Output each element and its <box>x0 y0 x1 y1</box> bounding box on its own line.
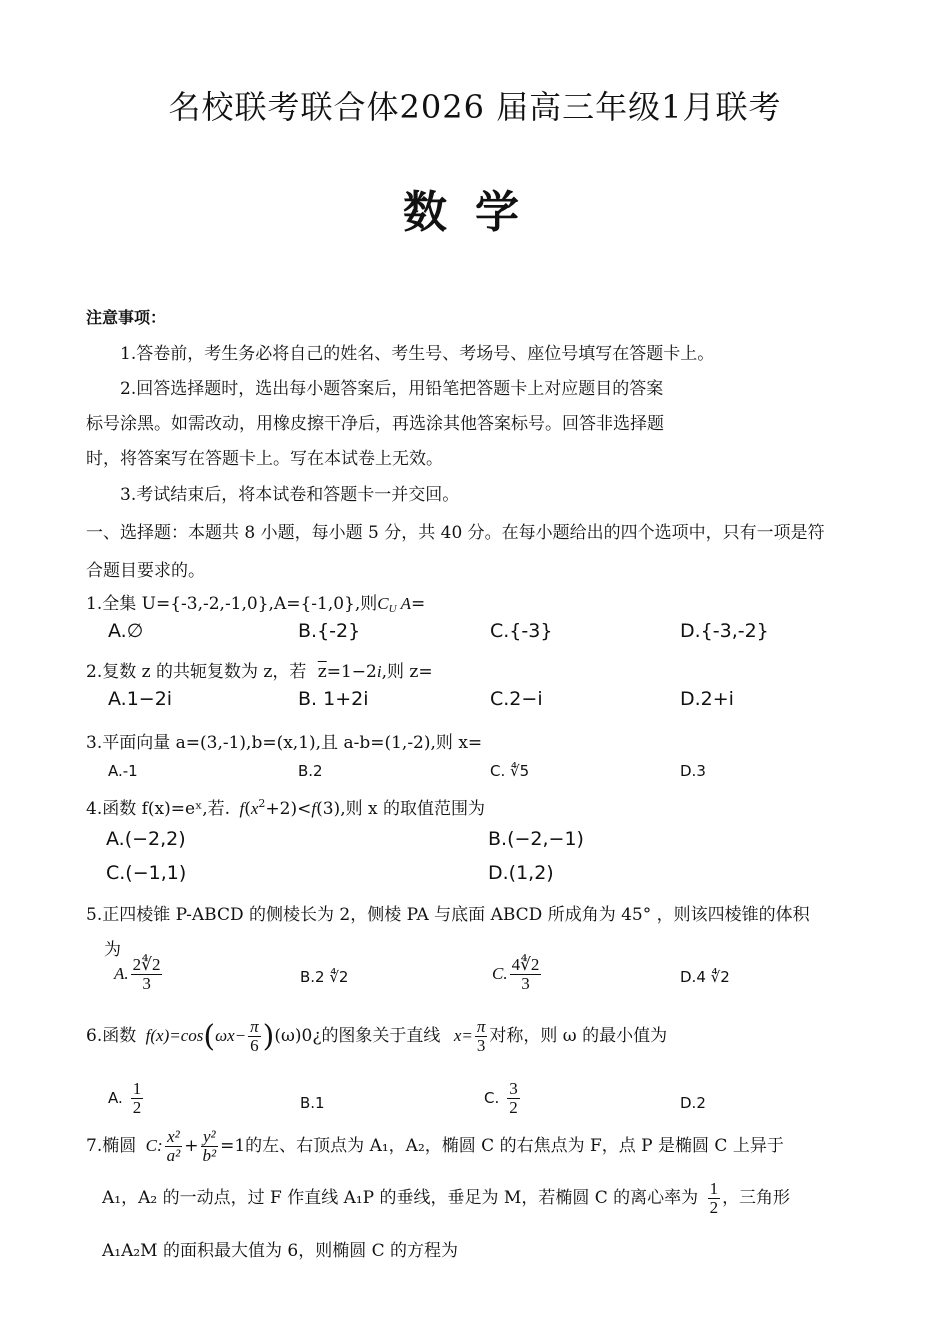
q6-stem <box>86 1018 667 1055</box>
q7-c-label: C: <box>145 1135 163 1155</box>
exam-title: 名校联考联合体2026 届高三年级1月联考 <box>168 88 782 126</box>
q5-option-a-numerator: 2∜2 <box>132 955 161 974</box>
q6-big-paren-close: ) <box>262 1018 275 1054</box>
q5-option-a-denominator: 3 <box>142 973 151 993</box>
q6-option-a <box>108 1080 145 1117</box>
q5-option-c-label: C. <box>492 963 508 983</box>
q6-pi6-numerator: π <box>250 1017 259 1036</box>
q6-option-c <box>484 1080 522 1117</box>
q7-b2-denominator: b² <box>202 1145 217 1165</box>
notes-item-2-line-1: 2.回答选择题时，选出每小题答案后，用铅笔把答题卡上对应题目的答案 <box>120 379 664 399</box>
q6-pi-3-fraction <box>475 1018 488 1055</box>
q2-zbar: $\overline{z}$ <box>317 662 327 682</box>
q4-f1: f <box>239 799 245 818</box>
q5-option-a-fraction <box>131 956 163 993</box>
q7-line-2-text: A₁，A₂ 的一动点，过 F 作直线 A₁P 的垂线，垂足为 M，若椭圆 C 的离心率为 <box>102 1187 699 1208</box>
q2-option-a: A.1−2i <box>108 688 173 710</box>
q6-xeq: x= <box>453 1025 473 1045</box>
q7-y2-b2-fraction <box>201 1128 219 1165</box>
q2-expr: =1−2 <box>326 662 377 682</box>
q6-option-a-fraction <box>131 1080 144 1117</box>
q3-option-a: A.-1 <box>108 762 138 780</box>
q6-option-d: D.2 <box>680 1094 706 1112</box>
q1-stem-text: 1.全集 U={-3,-2,-1,0},A={-1,0},则 <box>86 594 378 614</box>
q2-stem-text-a: 2.复数 z 的共轭复数为 z，若 <box>86 662 307 682</box>
q6-big-paren-open: ( <box>203 1018 216 1054</box>
q7-a2-denominator: a² <box>166 1145 181 1165</box>
q5-stem-line-2: 为 <box>104 940 121 960</box>
section-1-line-1: 一、选择题：本题共 8 小题，每小题 5 分，共 40 分。在每小题给出的四个选项中，只有一项是符 <box>86 523 825 543</box>
notes-item-3: 3.考试结束后，将本试卷和答题卡一并交回。 <box>120 485 460 505</box>
q4-stem-text-b: ,则 x 的取值范围为 <box>340 799 486 819</box>
q1-stem <box>86 589 425 615</box>
q5-option-d: D.4 ∜2 <box>680 968 730 986</box>
q4-option-b: B.(−2,−1) <box>488 828 584 850</box>
q6-option-c-denominator: 2 <box>509 1097 518 1117</box>
q6-pi-6-fraction <box>248 1018 261 1055</box>
q2-stem <box>86 657 433 682</box>
q1-option-a: A.∅ <box>108 620 144 642</box>
q1-eq: = <box>410 594 426 614</box>
q4-option-d: D.(1,2) <box>488 862 554 884</box>
q4-plus2: +2 <box>265 799 291 819</box>
q6-option-a-denominator: 2 <box>132 1097 142 1117</box>
q1-option-c: C.{-3} <box>490 620 553 642</box>
q6-option-c-numerator: 3 <box>509 1079 518 1098</box>
q7-x2-a2-fraction <box>165 1128 183 1165</box>
q2-i: i <box>376 662 382 681</box>
q1-math-sub: U <box>388 603 397 615</box>
notes-item-2-line-3: 时，将答案写在答题卡上。写在本试卷上无效。 <box>86 449 443 469</box>
q4-stem-text-a: 4.函数 f(x)=eˣ,若. <box>86 799 231 819</box>
q6-option-c-label: C. <box>484 1088 500 1107</box>
notes-heading: 注意事项： <box>86 308 167 327</box>
section-1-line-2: 合题目要求的。 <box>86 561 205 581</box>
q1-math-c: C <box>377 594 389 613</box>
q7-plus: + <box>184 1135 199 1156</box>
notes-item-1: 1.答卷前，考生务必将自己的姓名、考生号、考场号、座位号填写在答题卡上。 <box>120 344 715 364</box>
q5-option-c-fraction <box>510 956 542 993</box>
q3-stem: 3.平面向量 a=(3,-1),b=(x,1),且 a-b=(1,-2),则 x= <box>86 733 483 753</box>
q6-option-c-fraction <box>507 1080 520 1117</box>
q7-y2-numerator: y² <box>202 1127 216 1146</box>
q5-option-a-label: A. <box>114 963 129 983</box>
q4-option-c: C.(−1,1) <box>106 862 187 884</box>
q6-stem-text-b: 的图象关于直线 <box>321 1025 441 1046</box>
q6-option-a-numerator: 1 <box>132 1079 142 1098</box>
q2-option-c: C.2−i <box>490 688 543 710</box>
q5-option-c-denominator: 3 <box>521 973 530 993</box>
q7-stem-line-2 <box>102 1180 790 1217</box>
q3-option-b: B.2 <box>298 762 323 780</box>
q2-stem-text-b: ,则 z= <box>381 662 433 682</box>
subject-title: 数学 <box>403 187 547 238</box>
q6-pi3-numerator: π <box>476 1017 486 1036</box>
q5-option-a <box>114 956 164 993</box>
q7-line-1-rest: 的左、右顶点为 A₁，A₂，椭圆 C 的右焦点为 F，点 P 是椭圆 C 上异于 <box>245 1135 784 1156</box>
q4-arg2: (3) <box>316 799 341 819</box>
q6-option-a-label: A. <box>108 1088 123 1107</box>
q7-line-2-tail: ，三角形 <box>722 1187 791 1208</box>
q3-option-d: D.3 <box>680 762 706 780</box>
q6-fx: f(x)=cos <box>145 1025 204 1045</box>
q7-stem-line-3: A₁A₂M 的面积最大值为 6，则椭圆 C 的方程为 <box>102 1241 459 1261</box>
q6-pi6-denominator: 6 <box>250 1035 259 1055</box>
q2-option-d: D.2+i <box>680 688 734 710</box>
q6-stem-text-c: 对称，则 ω 的最小值为 <box>489 1025 668 1046</box>
q7-e-numerator: 1 <box>709 1179 719 1198</box>
q6-tail: (ω)0¿ <box>274 1025 322 1046</box>
q1-option-d: D.{-3,-2} <box>680 620 769 642</box>
q1-option-b: B.{-2} <box>298 620 361 642</box>
q5-option-c-numerator: 4∜2 <box>511 955 540 974</box>
q4-exp: 2 <box>258 797 266 810</box>
q5-option-c <box>492 956 543 993</box>
q6-stem-text-a: 6.函数 <box>86 1025 137 1046</box>
q4-x: x <box>250 799 259 818</box>
q4-stem <box>86 794 485 819</box>
notes-item-2-line-2: 标号涂黑。如需改动，用橡皮擦干净后，再选涂其他答案标号。回答非选择题 <box>86 414 664 434</box>
q6-option-b: B.1 <box>300 1094 325 1112</box>
q5-option-b: B.2 ∜2 <box>300 968 349 986</box>
q7-eccentricity-fraction <box>708 1180 721 1217</box>
q6-omega-x: ωx− <box>215 1025 247 1045</box>
q3-option-c: C. ∜5 <box>490 762 530 780</box>
q4-option-a: A.(−2,2) <box>106 828 186 850</box>
q1-math-a: A <box>400 594 411 613</box>
q4-paren-close: )< <box>290 799 312 819</box>
q7-e-denominator: 2 <box>709 1197 719 1217</box>
q6-pi3-denominator: 3 <box>476 1035 486 1055</box>
q5-stem-line-1: 5.正四棱锥 P-ABCD 的侧棱长为 2，侧棱 PA 与底面 ABCD 所成角为 45° ，则该四棱锥的体积 <box>86 905 810 925</box>
q7-eq1: =1 <box>220 1135 246 1156</box>
q4-f2: f <box>311 799 317 818</box>
q7-lead: 7.椭圆 <box>86 1135 137 1156</box>
q4-paren-open: ( <box>244 799 251 819</box>
q2-option-b: B. 1+2i <box>298 688 369 710</box>
q7-x2-numerator: x² <box>167 1127 180 1146</box>
q7-stem-line-1 <box>86 1128 784 1165</box>
